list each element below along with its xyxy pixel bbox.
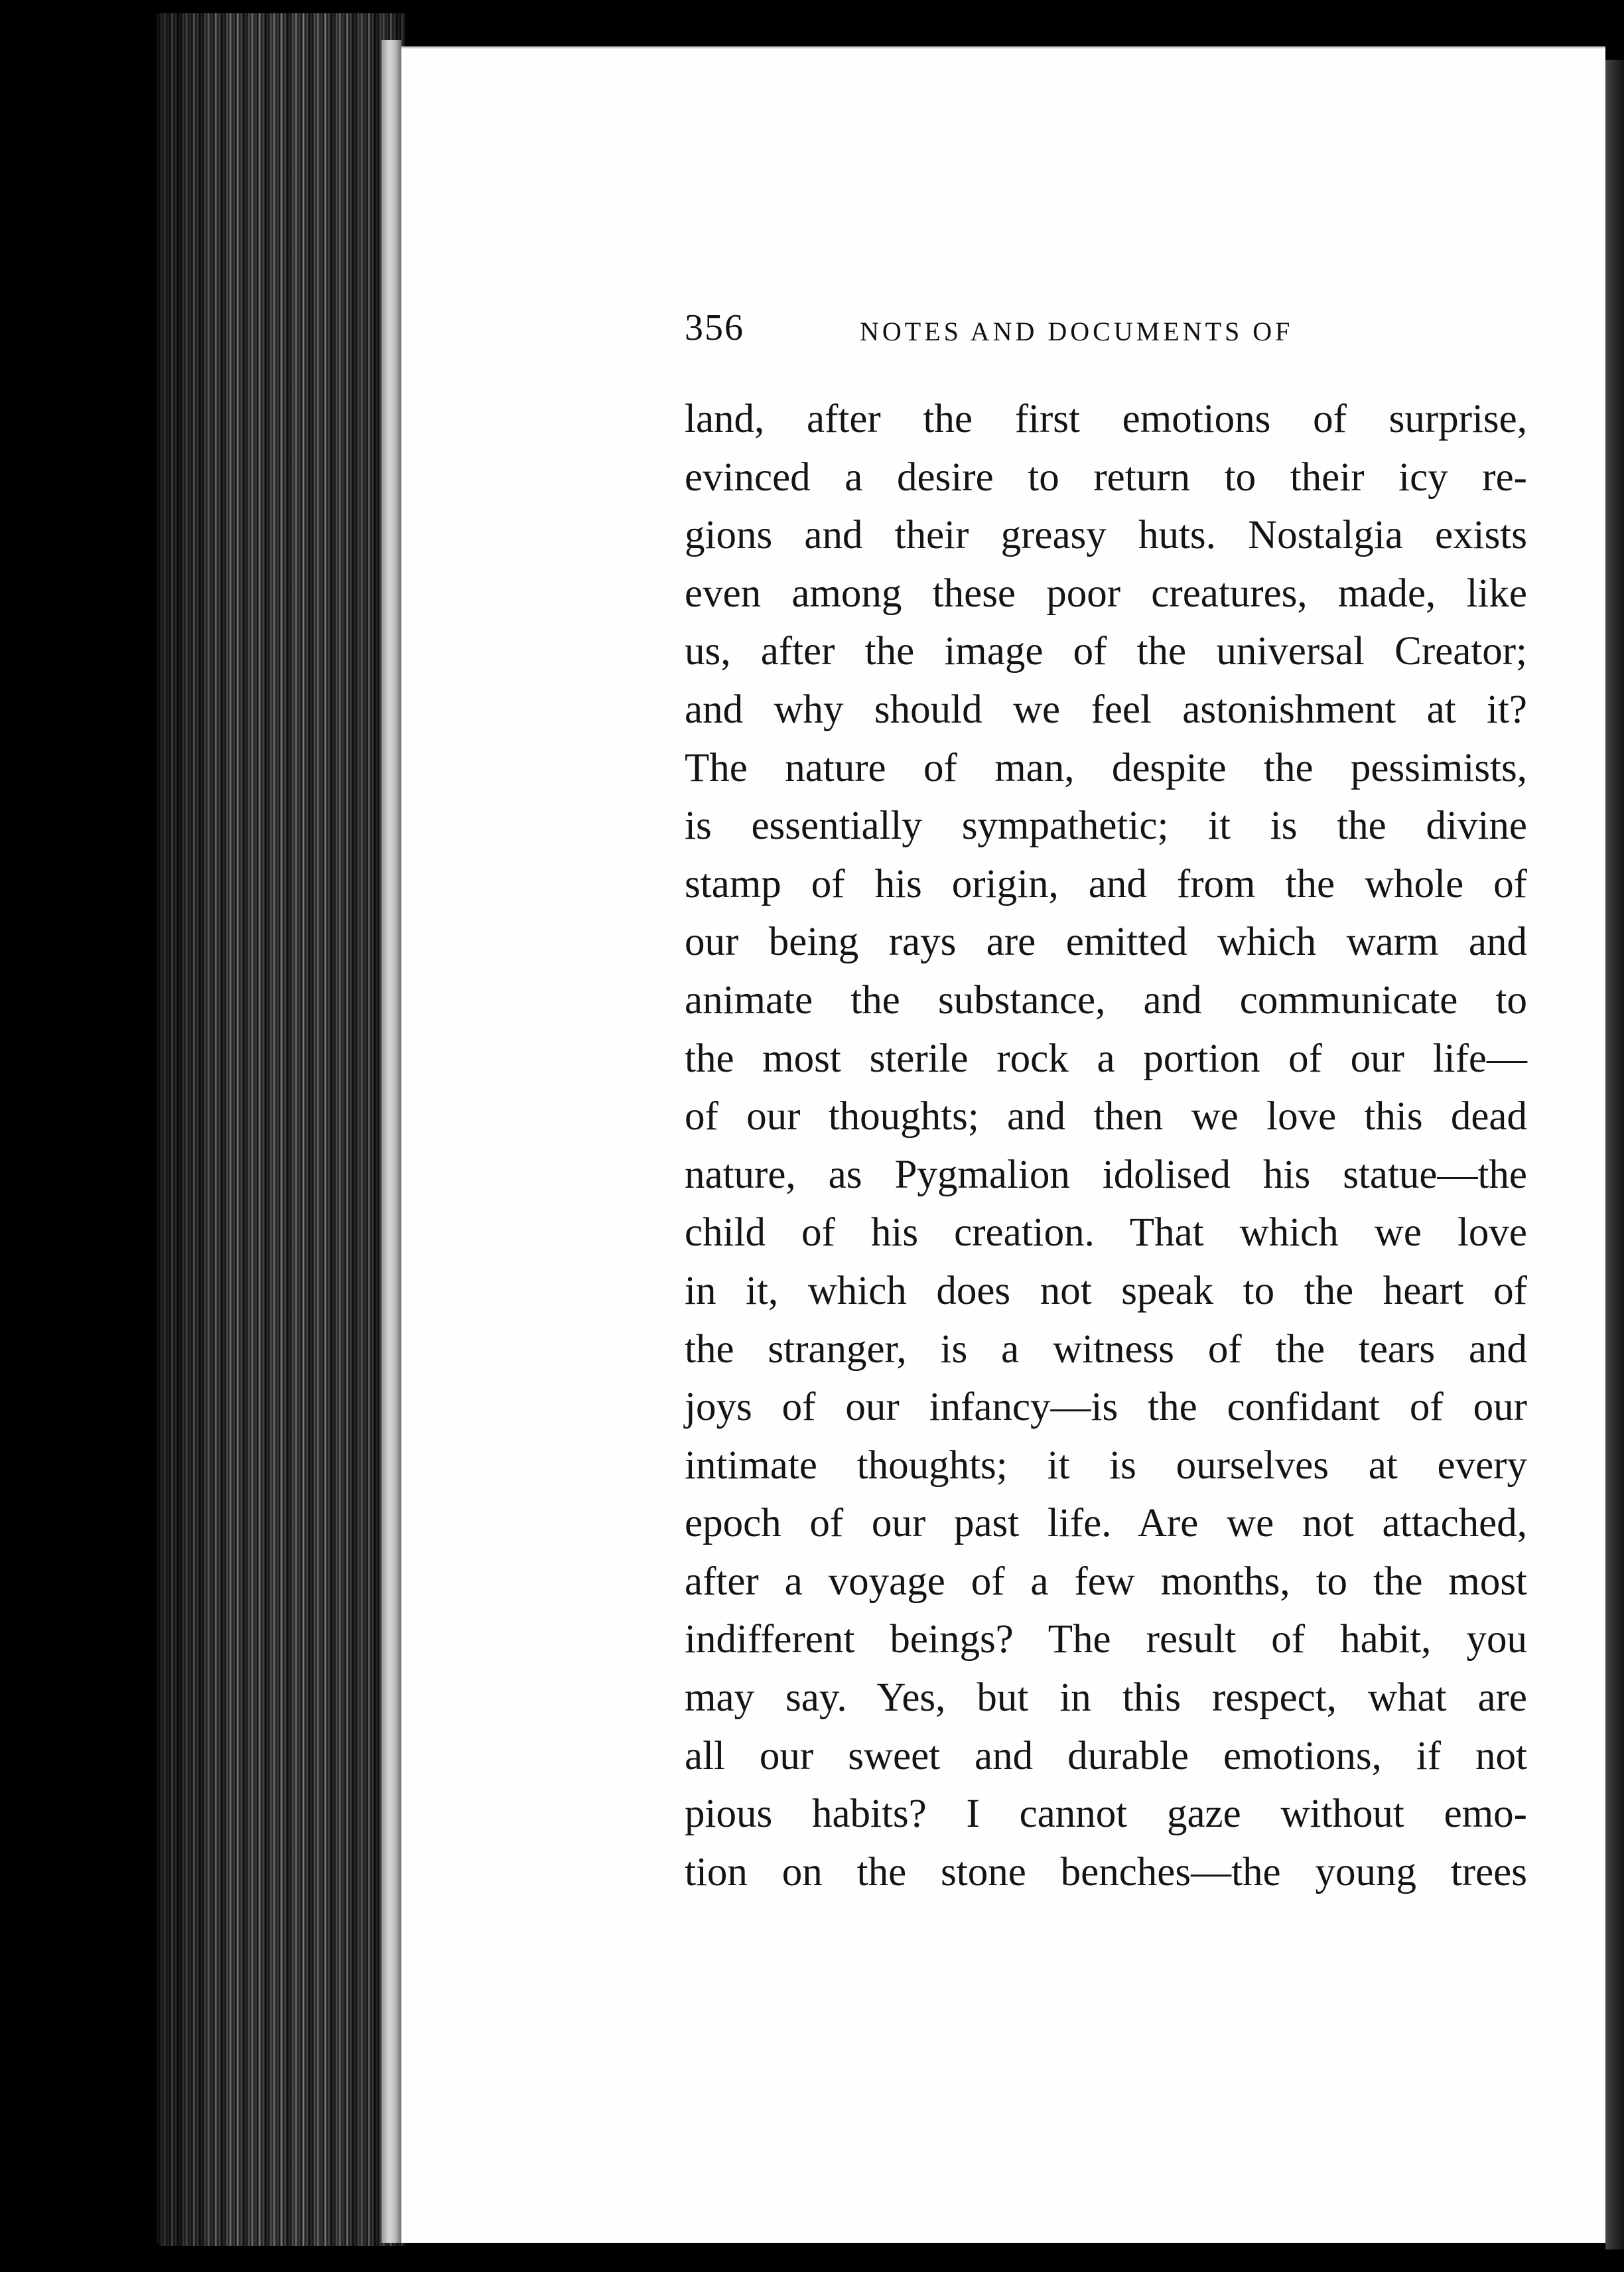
text-line: all our sweet and durable emotions, if not [685, 1733, 1527, 1778]
text-line: is essentially sympathetic; it is the divine [685, 804, 1527, 849]
text-line: pious habits? I cannot gaze without emo- [685, 1792, 1527, 1837]
text-line: tion on the stone benches—the young trees [685, 1849, 1527, 1894]
text-line: child of his creation. That which we love [685, 1210, 1527, 1255]
text-line: our being rays are emitted which warm and [685, 920, 1527, 965]
page-edge-highlight [381, 40, 401, 2243]
text-line: nature, as Pygmalion idolised his statue—the [685, 1152, 1527, 1197]
text-line: of our thoughts; and then we love this dead [685, 1094, 1527, 1139]
page-number: 356 [685, 307, 744, 348]
text-line: epoch of our past life. Are we not attached, [685, 1501, 1527, 1546]
book-page-edges [156, 13, 405, 2246]
text-line: land, after the first emotions of surprise, [685, 397, 1527, 441]
text-line: The nature of man, despite the pessimists, [685, 745, 1527, 790]
page-right-edge [1605, 60, 1624, 2249]
body-text [685, 390, 1527, 1901]
text-line: the stranger, is a witness of the tears and [685, 1326, 1527, 1372]
running-head-title: NOTES AND DOCUMENTS OF [860, 317, 1294, 346]
text-line: and why should we feel astonishment at it? [685, 687, 1527, 732]
text-line: even among these poor creatures, made, like [685, 571, 1527, 616]
text-line: may say. Yes, but in this respect, what are [685, 1675, 1527, 1721]
text-line: stamp of his origin, and from the whole of [685, 861, 1527, 906]
text-line: the most sterile rock a portion of our life— [685, 1036, 1527, 1081]
text-line: evinced a desire to return to their icy re- [685, 455, 1527, 500]
text-line: indifferent beings? The result of habit, you [685, 1617, 1527, 1662]
running-head [685, 307, 1547, 353]
text-line: joys of our infancy—is the confidant of our [685, 1385, 1527, 1430]
text-line: after a voyage of a few months, to the most [685, 1559, 1527, 1604]
text-line: animate the substance, and communicate to [685, 977, 1527, 1023]
text-line: intimate thoughts; it is ourselves at every [685, 1443, 1527, 1488]
text-line: us, after the image of the universal Creator; [685, 629, 1527, 674]
text-line: gions and their greasy huts. Nostalgia exists [685, 513, 1527, 558]
text-line: in it, which does not speak to the heart of [685, 1268, 1527, 1313]
